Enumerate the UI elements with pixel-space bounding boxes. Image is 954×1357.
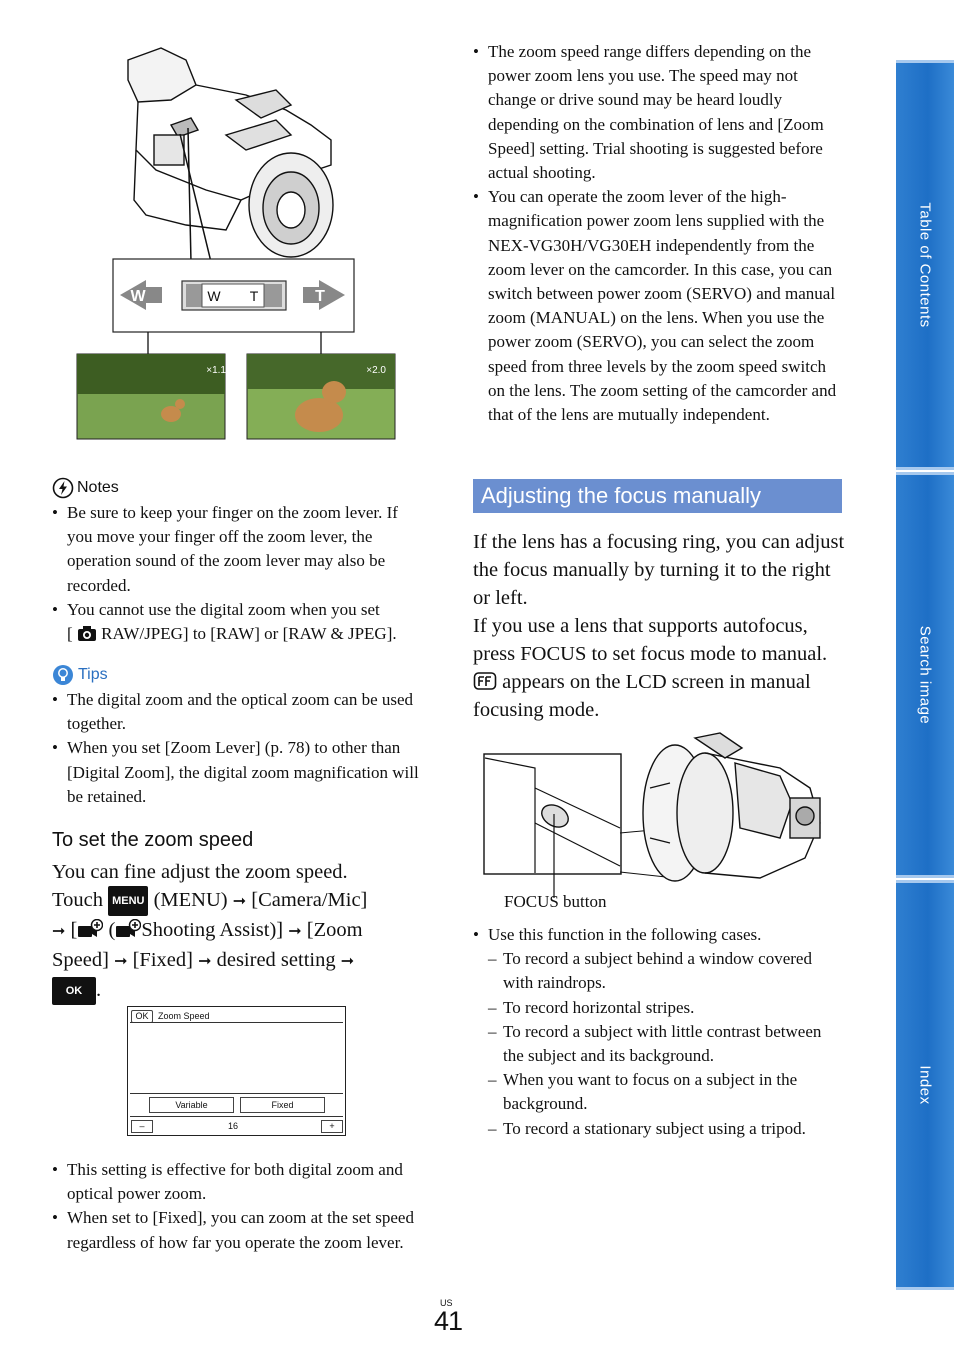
arrow-right-icon: ➞ [198, 953, 212, 970]
focus-cases-list [488, 947, 845, 1141]
lcd-minus-button[interactable]: – [131, 1120, 153, 1133]
zoom-speed-instructions: You can fine adjust the zoom speed. Touch MENU (MENU) ➞ [Camera/Mic] ➞ [ ( Shooting Assist)] ➞ [Zoom Speed] ➞ [Fixed] ➞ desired setting ➞ OK . [52, 858, 427, 1005]
list-item: • This setting is effective for both digital zoom and optical power zoom. [52, 1158, 422, 1206]
nav-tab-search-image[interactable] [896, 472, 954, 878]
lightbulb-icon [52, 664, 74, 686]
lcd-ok-button[interactable]: OK [131, 1010, 153, 1023]
notes-icon [52, 477, 74, 499]
lcd-plus-button[interactable]: + [321, 1120, 343, 1133]
zoom-level-1x: ×1.1 [206, 365, 226, 376]
nav-tab-index[interactable] [896, 880, 954, 1290]
list-item: • You cannot use the digital zoom when you set [ RAW/JPEG] to [RAW] or [RAW & JPEG]. [52, 598, 422, 646]
list-item: – To record a subject behind a window covered with raindrops. [488, 947, 845, 995]
tips-heading: Tips [52, 664, 108, 686]
arrow-right-icon: ➞ [114, 953, 128, 970]
list-item: • The zoom speed range differs depending on the power zoom lens you use. The speed may not change or drive sound may be heard loudly depending on the combination of lens and [Zoom Speed] setting. Trial shooting is suggested before actual shooting. [473, 40, 843, 185]
focus-button-figure [480, 728, 836, 912]
list-item: – To record horizontal stripes. [488, 996, 845, 1020]
menu-icon: MENU [108, 886, 148, 916]
lever-label-t: T [249, 288, 259, 304]
ok-icon: OK [52, 977, 96, 1005]
zoom-lever-figure [76, 40, 406, 440]
nav-tab-label: Search image [916, 625, 934, 725]
arrow-right-icon: ➞ [52, 923, 66, 940]
list-item: • When you set [Zoom Lever] (p. 78) to other than [Digital Zoom], the digital zoom magnification will be retained. [52, 736, 422, 809]
shooting-assist-icon [77, 919, 103, 939]
lcd-variable-button[interactable]: Variable [149, 1097, 234, 1113]
shooting-assist-icon [115, 919, 141, 939]
arrow-right-icon: ➞ [232, 893, 247, 910]
arrow-right-icon: ➞ [340, 953, 355, 970]
camera-icon [77, 625, 97, 642]
list-item: • Use this function in the following cases. – To record a subject behind a window covered with raindrops. – To record horizontal stripes. – To record a subject with little contrast between the subject and its background. – When you want to focus on a subject in the background. – To record a stationary subject using a tripod. [473, 923, 845, 1141]
zoom-photo-wide [77, 354, 225, 439]
section-heading-focus: Adjusting the focus manually [473, 479, 842, 513]
nav-tab-label: Table of Contents [916, 202, 934, 328]
arrow-label-w: W [130, 288, 146, 305]
lever-label-w: W [207, 288, 221, 304]
focus-use-list [473, 923, 845, 1141]
list-item: • You can operate the zoom lever of the high-magnification power zoom lens supplied with the NEX-VG30H/VG30EH independently from the zoom lever on the camcorder. In this case, you can switch between power zoom (SERVO) and manual zoom (MANUAL) on the lens. When you use the power zoom (SERVO), you can select the zoom speed from three levels by the zoom speed switch on the lens. The zoom setting of the camcorder and that of the lens are mutually independent. [473, 185, 843, 427]
list-item: • The digital zoom and the optical zoom can be used together. [52, 688, 422, 736]
list-item: – To record a stationary subject using a tripod. [488, 1117, 845, 1141]
page-region: US [440, 1298, 453, 1308]
focus-description: If the lens has a focusing ring, you can adjust the focus manually by turning it to the right or left. If you use a lens that supports autofocus, press FOCUS to set focus mode to manual. appears on the LCD screen in manual focusing mode. [473, 531, 845, 721]
tips-list [52, 688, 422, 809]
nav-tab-table-of-contents[interactable] [896, 60, 954, 470]
arrow-label-t: T [315, 288, 325, 305]
arrow-right-icon: ➞ [288, 923, 302, 940]
zoom-speed-notes-list [52, 1158, 422, 1255]
zoom-speed-heading: To set the zoom speed [52, 829, 254, 851]
zoom-info-list [473, 40, 843, 427]
manual-focus-icon [473, 671, 497, 691]
notes-heading: Notes [52, 477, 119, 499]
lcd-zoom-speed-screen [127, 1006, 346, 1136]
focus-button-label: FOCUS button [504, 892, 607, 911]
notes-list [52, 501, 422, 646]
camcorder-illustration [643, 733, 820, 881]
lcd-title: Zoom Speed [158, 1011, 210, 1021]
camcorder-illustration [128, 48, 333, 257]
zoom-level-2x: ×2.0 [366, 365, 386, 376]
list-item: – When you want to focus on a subject in the background. [488, 1068, 845, 1116]
lcd-value: 16 [227, 1121, 238, 1131]
page-number: 41 [434, 1306, 463, 1336]
nav-tab-label: Index [916, 1065, 934, 1105]
list-item: • Be sure to keep your finger on the zoom lever. If you move your finger off the zoom lever, the operation sound of the zoom lever may also be recorded. [52, 501, 422, 598]
list-item: • When set to [Fixed], you can zoom at the set speed regardless of how far you operate the zoom lever. [52, 1206, 422, 1254]
list-item: – To record a subject with little contrast between the subject and its background. [488, 1020, 845, 1068]
lcd-fixed-button[interactable]: Fixed [240, 1097, 325, 1113]
